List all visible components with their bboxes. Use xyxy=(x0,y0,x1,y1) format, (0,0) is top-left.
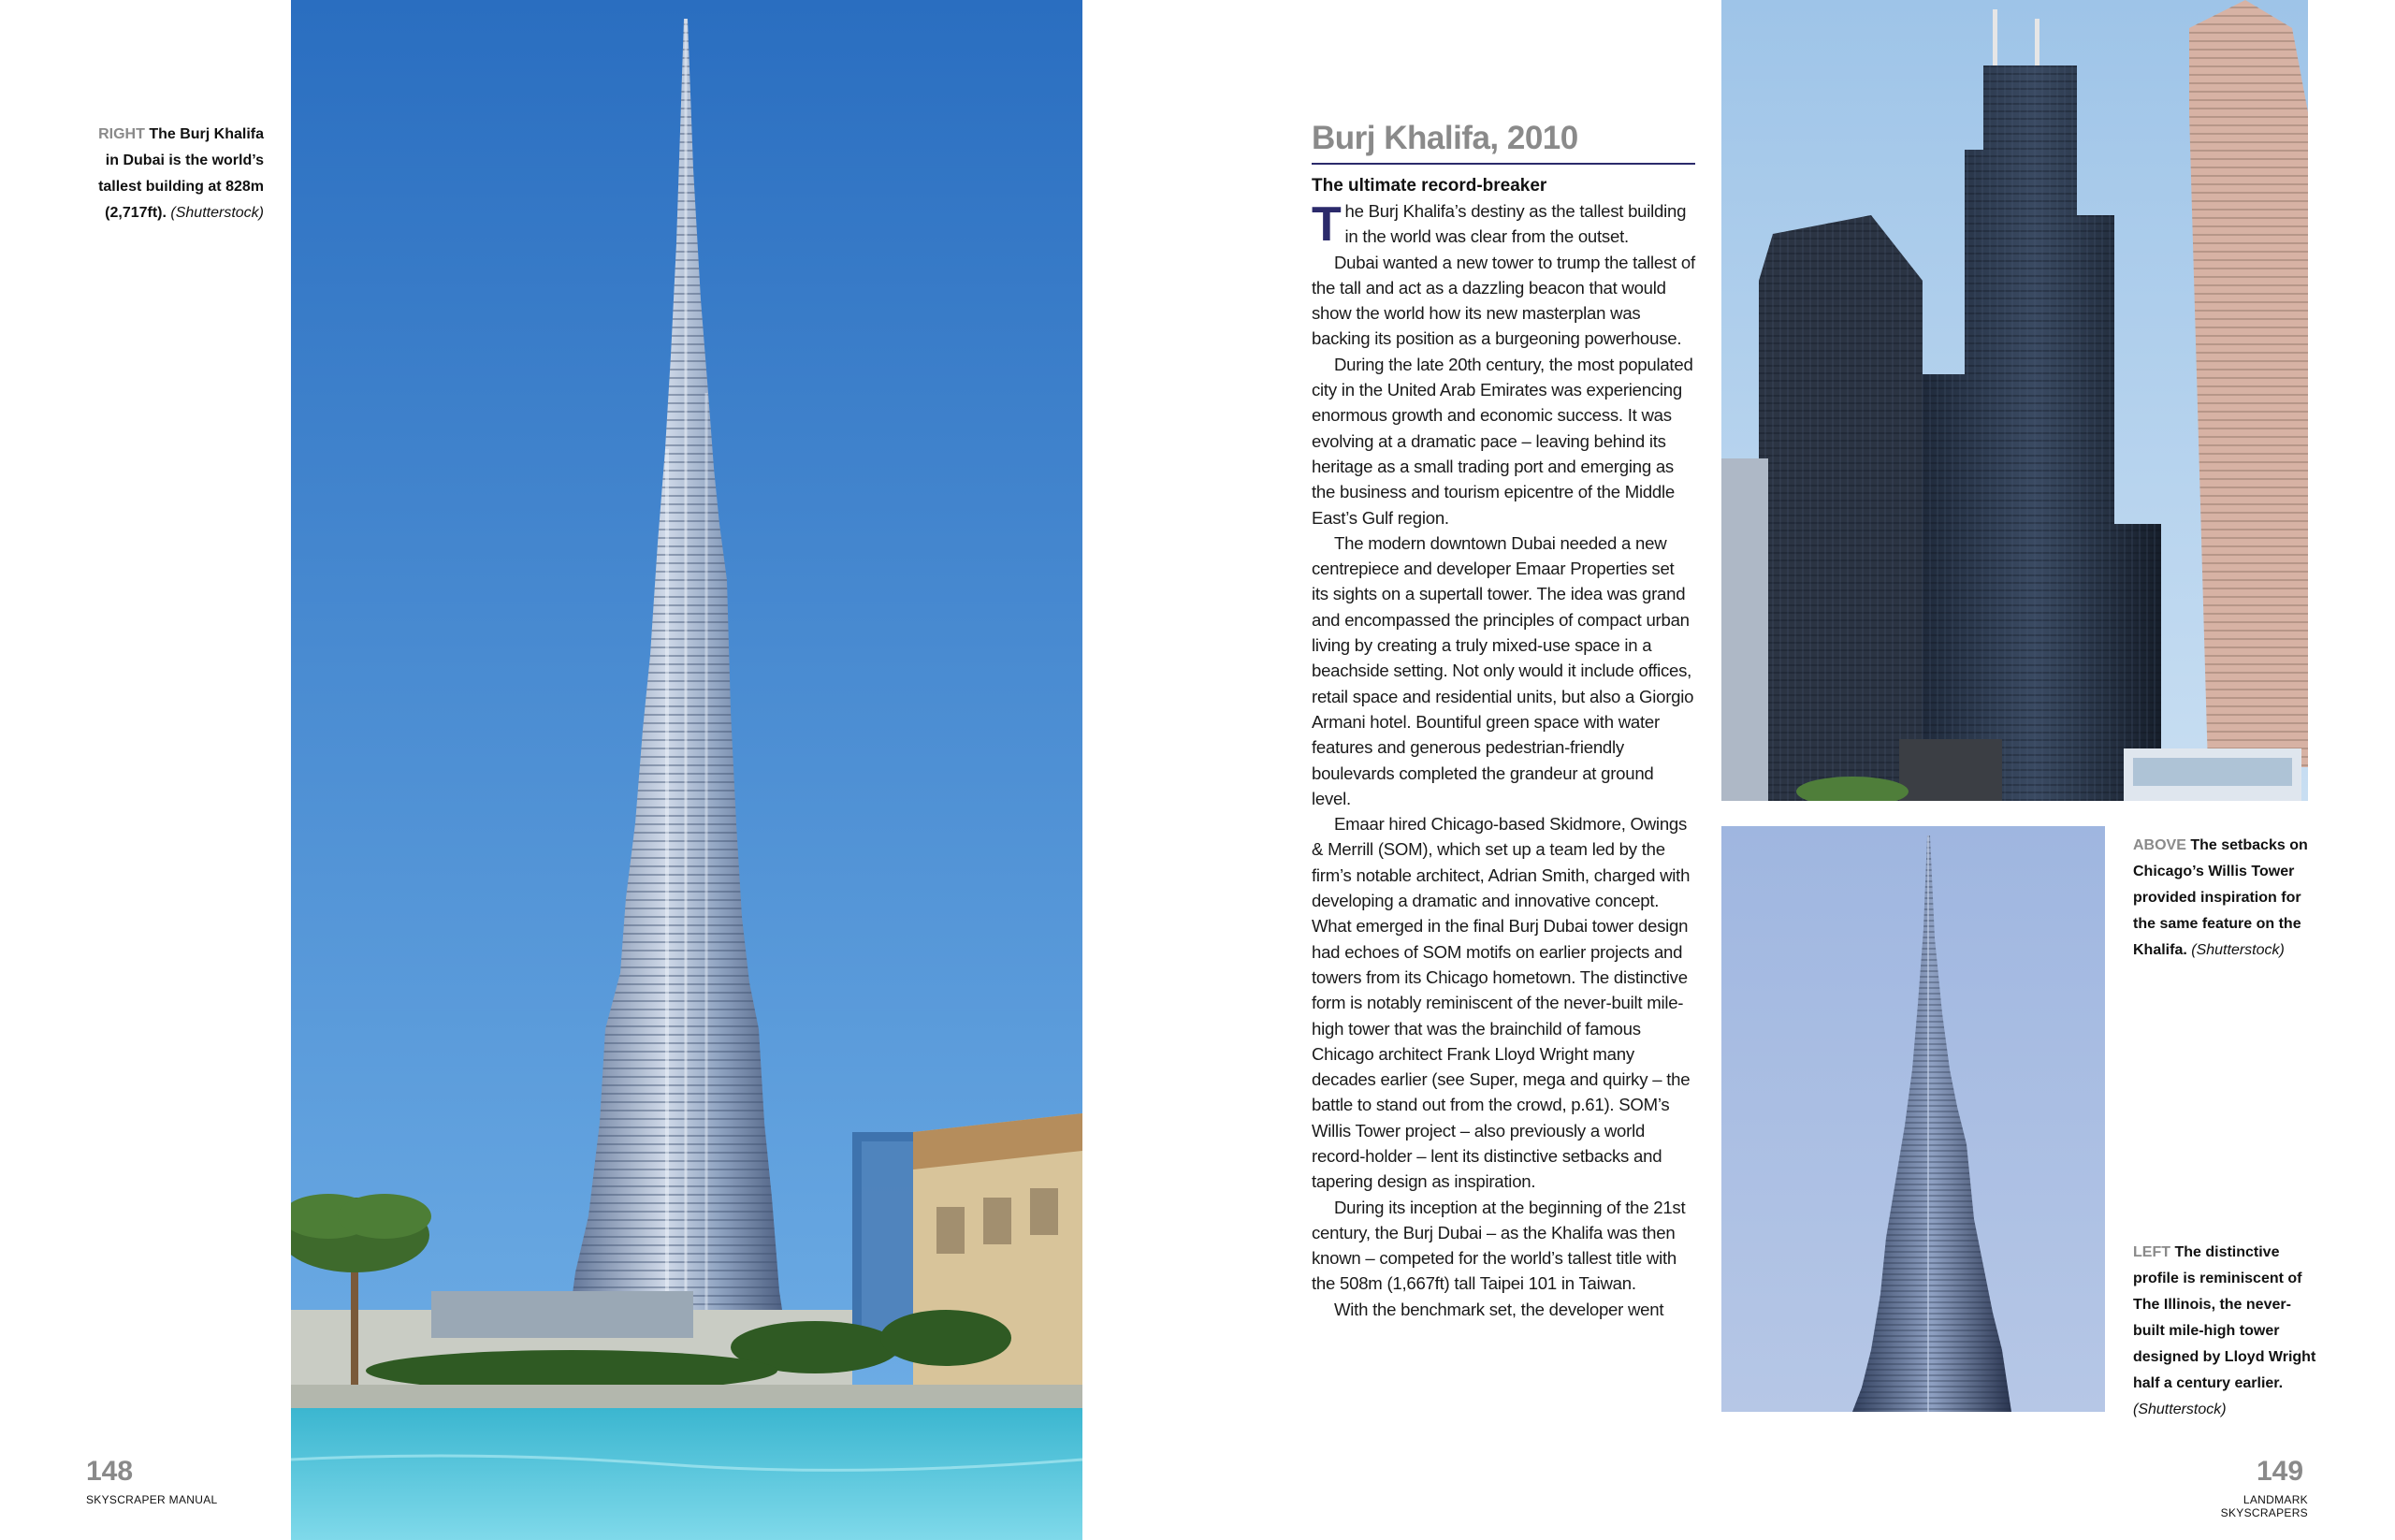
page-number-right: 149 xyxy=(2257,1456,2304,1487)
burj-khalifa-photo xyxy=(291,0,1082,1540)
article-paragraph: During its inception at the beginning of the 21st century, the Burj Dubai – as the Khalifa was then known – competed for the world’s tallest title with the 508m (1,667ft) tall Taipei 101 in Taiwan. xyxy=(1312,1197,1686,1294)
article-paragraph: With the benchmark set, the developer went xyxy=(1334,1299,1664,1319)
caption-credit: (Shutterstock) xyxy=(170,205,264,221)
article-subtitle: The ultimate record-breaker xyxy=(1312,176,1547,196)
caption-credit: (Shutterstock) xyxy=(2133,1402,2227,1417)
caption-text: The setbacks on Chicago’s Willis Tower provided inspiration for the same feature on the Khalifa. xyxy=(2133,837,2308,958)
running-footer-right: LANDMARK SKYSCRAPERS xyxy=(2220,1493,2308,1519)
fountain-lake xyxy=(291,1408,1082,1540)
article-paragraph: Emaar hired Chicago-based Skidmore, Owings & Merrill (SOM), which set up a team led by the firm’s notable architect, Adrian Smith, charged with developing a dramatic and innovative concept. What emerged in the final Burj Dubai tower design had echoes of SOM motifs on earlier projects and towers from its Chicago hometown. The distinctive form is notably reminiscent of the never-built mile-high tower that was the brainchild of famous Chicago architect Frank Lloyd Wright many decades earlier (see Super, mega and quirky – the battle to stand out from the crowd, p.61). SOM’s Willis Tower project – also previously a world record-holder – lent its distinctive setbacks and tapering design as inspiration. xyxy=(1312,814,1691,1192)
article-paragraph: Dubai wanted a new tower to trump the tallest of the tall and act as a dazzling beacon that would show the world how its new masterplan was backing its position as a burgeoning powerhouse. xyxy=(1312,252,1695,349)
article-paragraph: During the late 20th century, the most populated city in the United Arab Emirates was experiencing enormous growth and economic success. It was evolving at a dramatic pace – leaving behind its heritage as a small trading port and emerging as the business and tourism epicentre of the Middle East’s Gulf region. xyxy=(1312,354,1693,528)
caption-left-khalifa xyxy=(2133,1240,2320,1423)
running-footer-left: SKYSCRAPER MANUAL xyxy=(86,1493,218,1506)
article-paragraph xyxy=(1312,198,1695,250)
article-body xyxy=(1312,198,1695,1322)
article-paragraph: The modern downtown Dubai needed a new centrepiece and developer Emaar Properties set its sights on a supertall tower. The idea was grand and encompassed the principles of compact urban living by creating a truly mixed-use space in a beachside setting. Not only would it include offices, retail space and residential units, but also a Giorgio Armani hotel. Bountiful green space with water features and generous pedestrian-friendly boulevards completed the grandeur at ground level. xyxy=(1312,532,1694,808)
dropcap: T xyxy=(1312,197,1342,252)
article-title: Burj Khalifa, 2010 xyxy=(1312,116,1695,165)
caption-credit: (Shutterstock) xyxy=(2191,942,2285,958)
caption-lead: LEFT xyxy=(2133,1244,2170,1260)
caption-lead: ABOVE xyxy=(2133,837,2186,853)
burj-khalifa-profile-photo xyxy=(1721,826,2105,1412)
caption-lead: RIGHT xyxy=(98,126,145,142)
paragraph-text: he Burj Khalifa’s destiny as the tallest building in the world was clear from the outset. xyxy=(1344,201,1687,247)
willis-tower-photo xyxy=(1721,0,2308,801)
page-number-left: 148 xyxy=(86,1456,134,1487)
caption-right-burj xyxy=(84,122,264,226)
article xyxy=(1312,116,1695,1322)
caption-text: The distinctive profile is reminiscent of The Illinois, the never-built mile-high tower designed by Lloyd Wright half a century earlier. xyxy=(2133,1244,2316,1391)
caption-text: The Burj Khalifa in Dubai is the world’s tallest building at 828m (2,717ft). xyxy=(98,126,264,221)
caption-above-willis xyxy=(2133,833,2320,964)
